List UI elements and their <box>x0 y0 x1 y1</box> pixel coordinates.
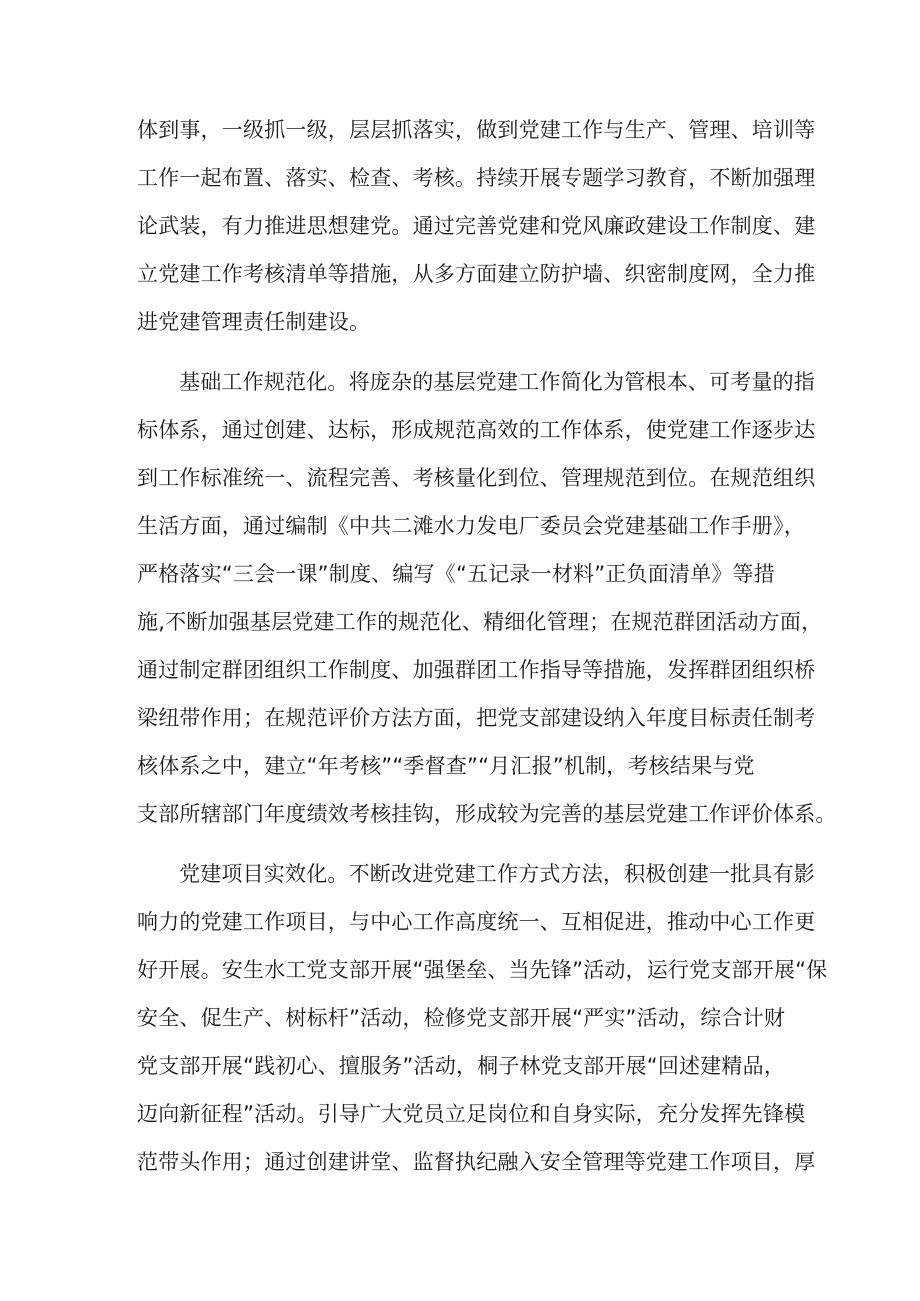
text-line: 工作一起布置、落实、检查、考核。持续开展专题学习教育，不断加强理 <box>137 166 816 190</box>
text-line: 范带头作用；通过创建讲堂、监督执纪融入安全管理等党建工作项目，厚 <box>137 1150 816 1174</box>
text-line: 核体系之中，建立“年考核”“季督查”“月汇报”机制，考核结果与党 <box>137 754 755 778</box>
text-line: 体到事，一级抓一级，层层抓落实，做到党建工作与生产、管理、培训等 <box>137 118 816 142</box>
text-line: 生活方面，通过编制《中共二滩水力发电厂委员会党建基础工作手册》， <box>137 514 805 538</box>
text-line: 好开展。安生水工党支部开展“强堡垒、当先锋”活动，运行党支部开展“保 <box>137 958 828 982</box>
text-line: 基础工作规范化。将庞杂的基层党建工作简化为管根本、可考量的指 <box>179 370 815 394</box>
text-line: 到工作标准统一、流程完善、考核量化到位、管理规范到位。在规范组织 <box>137 466 816 490</box>
text-line: 论武装，有力推进思想建党。通过完善党建和党风廉政建设工作制度、建 <box>137 214 816 238</box>
text-line: 立党建工作考核清单等措施，从多方面建立防护墙、织密制度网，全力推 <box>137 262 816 286</box>
text-line: 安全、促生产、树标杆”活动，检修党支部开展“严实”活动，综合计财 <box>137 1006 786 1030</box>
text-line: 支部所辖部门年度绩效考核挂钩，形成较为完善的基层党建工作评价体系。 <box>137 802 837 826</box>
text-line: 进党建管理责任制建设。 <box>137 310 371 334</box>
text-line: 标体系，通过创建、达标，形成规范高效的工作体系，使党建工作逐步达 <box>137 418 816 442</box>
text-line: 严格落实“三会一课”制度、编写《“五记录一材料”正负面清单》等措 <box>137 562 775 586</box>
text-line: 迈向新征程”活动。引导广大党员立足岗位和自身实际，充分发挥先锋模 <box>137 1102 806 1126</box>
text-line: 党建项目实效化。不断改进党建工作方式方法，积极创建一批具有影 <box>179 862 815 886</box>
text-line: 党支部开展“践初心、擅服务”活动，桐子林党支部开展“回述建精品， <box>137 1054 786 1078</box>
text-line: 施,不断加强基层党建工作的规范化、精细化管理；在规范群团活动方面， <box>137 610 823 634</box>
text-line: 响力的党建工作项目，与中心工作高度统一、互相促进，推动中心工作更 <box>137 910 816 934</box>
text-line: 通过制定群团组织工作制度、加强群团工作指导等措施，发挥群团组织桥 <box>137 658 816 682</box>
text-line: 梁纽带作用；在规范评价方法方面，把党支部建设纳入年度目标责任制考 <box>137 706 816 730</box>
